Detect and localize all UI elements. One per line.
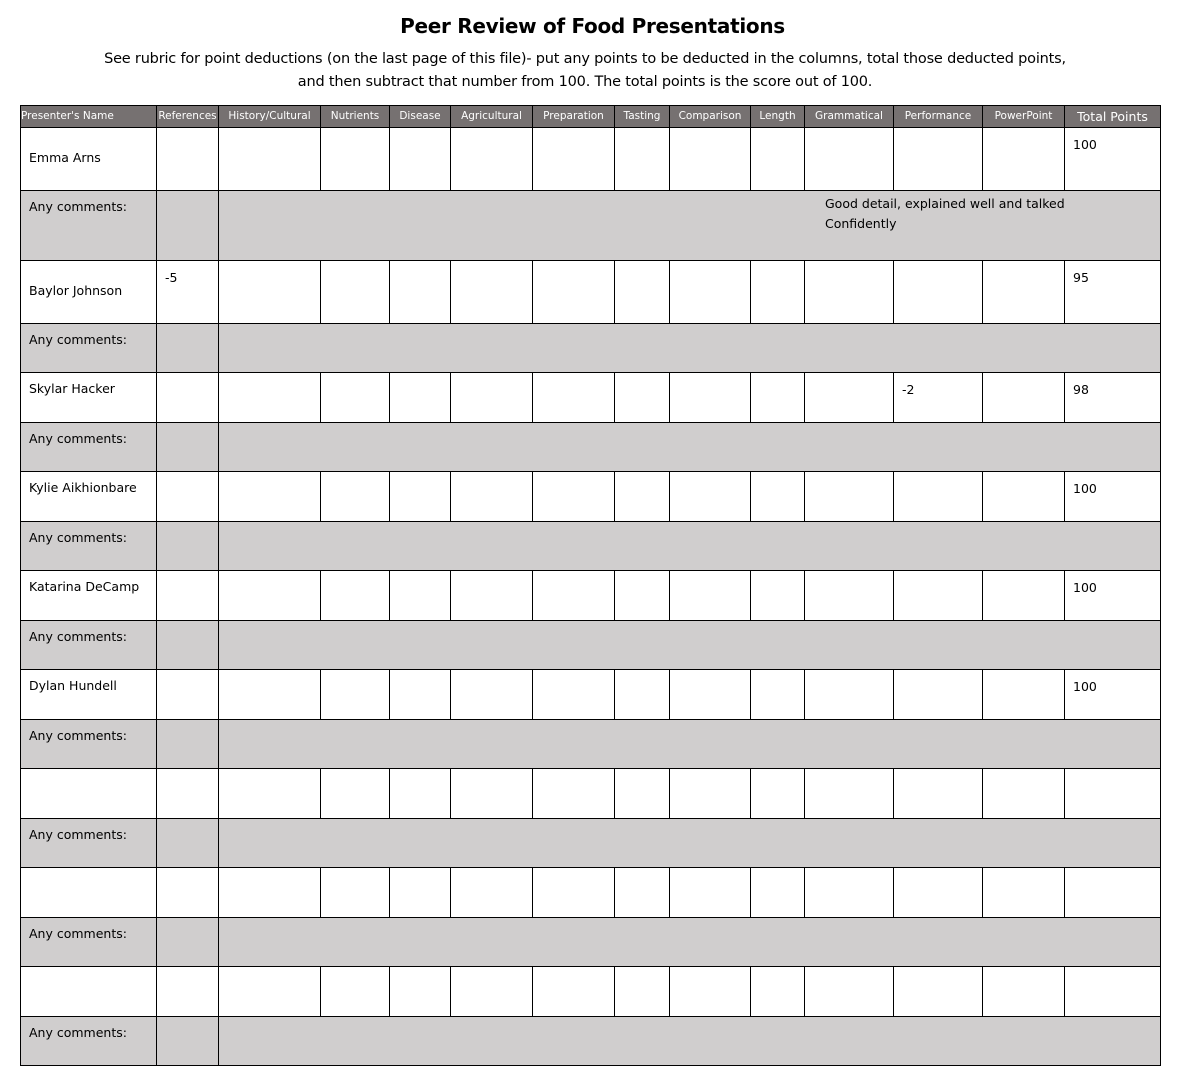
total-points-cell[interactable]: 100 — [1065, 128, 1161, 191]
column-header-history-cultural: History/Cultural — [219, 106, 321, 128]
presenter-name-cell[interactable]: Katarina DeCamp — [21, 571, 157, 621]
header-row — [21, 106, 1161, 128]
comment-label: Any comments: — [21, 1017, 157, 1066]
column-header-tasting: Tasting — [615, 106, 670, 128]
deduction-cell[interactable] — [751, 128, 805, 191]
column-header-agricultural: Agricultural — [451, 106, 533, 128]
deduction-cell[interactable] — [390, 571, 451, 621]
deduction-cell[interactable] — [219, 967, 321, 1017]
comment-text: Good detail, explained well and talked Confidently — [825, 196, 1065, 231]
comment-label: Any comments: — [21, 423, 157, 472]
deduction-cell[interactable] — [533, 769, 615, 819]
deduction-cell[interactable] — [751, 261, 805, 324]
column-header-performance: Performance — [894, 106, 983, 128]
column-header-total-points: Total Points — [1065, 106, 1161, 128]
performance-cell[interactable] — [894, 571, 983, 621]
deduction-cell[interactable] — [390, 261, 451, 324]
deduction-cell[interactable] — [615, 261, 670, 324]
comment-row — [21, 918, 1161, 967]
comment-cell[interactable] — [219, 522, 1161, 571]
deduction-cell[interactable] — [983, 967, 1065, 1017]
total-points-cell[interactable]: 100 — [1065, 472, 1161, 522]
deduction-cell[interactable] — [805, 472, 894, 522]
deduction-cell[interactable] — [983, 128, 1065, 191]
deduction-cell[interactable] — [670, 571, 751, 621]
deduction-cell[interactable] — [983, 670, 1065, 720]
deduction-cell[interactable] — [390, 128, 451, 191]
presenter-row — [21, 868, 1161, 918]
deduction-cell[interactable] — [533, 128, 615, 191]
comment-row — [21, 1017, 1161, 1066]
deduction-cell[interactable] — [805, 967, 894, 1017]
comment-row — [21, 191, 1161, 261]
comment-row — [21, 522, 1161, 571]
deduction-cell[interactable] — [390, 967, 451, 1017]
deduction-cell[interactable] — [219, 128, 321, 191]
deduction-cell[interactable] — [805, 261, 894, 324]
deduction-cell[interactable] — [983, 472, 1065, 522]
total-points-cell[interactable]: 98 — [1065, 373, 1161, 423]
performance-cell[interactable] — [894, 670, 983, 720]
performance-cell[interactable] — [894, 967, 983, 1017]
comment-spacer-cell — [157, 324, 219, 373]
deduction-cell[interactable] — [751, 373, 805, 423]
column-header-references: References — [157, 106, 219, 128]
deduction-cell[interactable] — [533, 261, 615, 324]
references-cell[interactable] — [157, 571, 219, 621]
comment-row — [21, 621, 1161, 670]
total-points-cell[interactable] — [1065, 769, 1161, 819]
presenter-name-cell[interactable]: Dylan Hundell — [21, 670, 157, 720]
presenter-row — [21, 373, 1161, 423]
deduction-cell[interactable] — [321, 670, 390, 720]
deduction-cell[interactable] — [451, 769, 533, 819]
references-cell[interactable] — [157, 868, 219, 918]
references-cell[interactable] — [157, 967, 219, 1017]
comment-spacer-cell — [157, 819, 219, 868]
deduction-cell[interactable] — [321, 769, 390, 819]
comment-label: Any comments: — [21, 819, 157, 868]
deduction-cell[interactable] — [451, 128, 533, 191]
deduction-cell[interactable] — [615, 472, 670, 522]
comment-cell[interactable] — [219, 720, 1161, 769]
comment-spacer-cell — [157, 720, 219, 769]
deduction-cell[interactable] — [533, 472, 615, 522]
deduction-cell[interactable] — [219, 571, 321, 621]
comment-cell[interactable] — [219, 819, 1161, 868]
total-points-cell[interactable] — [1065, 868, 1161, 918]
deduction-cell[interactable] — [390, 373, 451, 423]
deduction-cell[interactable] — [805, 128, 894, 191]
comment-row — [21, 324, 1161, 373]
comment-row — [21, 720, 1161, 769]
total-points-cell[interactable]: 100 — [1065, 571, 1161, 621]
peer-review-table — [20, 105, 1161, 1066]
deduction-cell[interactable] — [670, 373, 751, 423]
comment-row — [21, 423, 1161, 472]
references-cell[interactable] — [157, 472, 219, 522]
deduction-cell[interactable] — [983, 769, 1065, 819]
deduction-cell[interactable] — [983, 571, 1065, 621]
deduction-cell[interactable] — [451, 967, 533, 1017]
deduction-cell[interactable] — [805, 868, 894, 918]
column-header-length: Length — [751, 106, 805, 128]
comment-cell[interactable] — [219, 1017, 1161, 1066]
references-cell[interactable]: -5 — [157, 261, 219, 324]
deduction-cell[interactable] — [219, 868, 321, 918]
deduction-cell[interactable] — [451, 261, 533, 324]
deduction-cell[interactable] — [670, 472, 751, 522]
references-cell[interactable] — [157, 670, 219, 720]
comment-spacer-cell — [157, 423, 219, 472]
deduction-cell[interactable] — [451, 472, 533, 522]
deduction-cell[interactable] — [615, 967, 670, 1017]
deduction-cell[interactable] — [615, 373, 670, 423]
deduction-cell[interactable] — [670, 868, 751, 918]
column-header-preparation: Preparation — [533, 106, 615, 128]
column-header-disease: Disease — [390, 106, 451, 128]
deduction-cell[interactable] — [533, 670, 615, 720]
page-title: Peer Review of Food Presentations — [400, 14, 785, 38]
presenter-name-cell[interactable] — [21, 868, 157, 918]
deduction-cell[interactable] — [533, 373, 615, 423]
total-points-cell[interactable]: 100 — [1065, 670, 1161, 720]
comment-cell[interactable] — [219, 191, 1161, 261]
deduction-cell[interactable] — [390, 472, 451, 522]
comment-spacer-cell — [157, 918, 219, 967]
column-header-comparison: Comparison — [670, 106, 751, 128]
deduction-cell[interactable] — [390, 670, 451, 720]
comment-cell[interactable] — [219, 423, 1161, 472]
instructions-text: See rubric for point deductions (on the last page of this file)- put any points to be deducted in the columns, total those deducted points, and then subtract that number from 100. The total points is the score out of 100. — [104, 51, 1066, 90]
deduction-cell[interactable] — [751, 868, 805, 918]
deduction-cell[interactable] — [983, 373, 1065, 423]
comment-cell[interactable] — [219, 918, 1161, 967]
presenter-name-cell[interactable] — [21, 967, 157, 1017]
presenter-row — [21, 571, 1161, 621]
table-body — [21, 128, 1161, 1066]
deduction-cell[interactable] — [321, 868, 390, 918]
deduction-cell[interactable] — [751, 967, 805, 1017]
presenter-name-cell[interactable]: Kylie Aikhionbare — [21, 472, 157, 522]
deduction-cell[interactable] — [615, 128, 670, 191]
performance-cell[interactable] — [894, 868, 983, 918]
presenter-row — [21, 261, 1161, 324]
deduction-cell[interactable] — [670, 967, 751, 1017]
deduction-cell[interactable] — [751, 571, 805, 621]
comment-spacer-cell — [157, 621, 219, 670]
column-header-powerpoint: PowerPoint — [983, 106, 1065, 128]
total-points-cell[interactable]: 95 — [1065, 261, 1161, 324]
deduction-cell[interactable] — [615, 670, 670, 720]
deduction-cell[interactable] — [615, 769, 670, 819]
presenter-name-cell[interactable]: Skylar Hacker — [21, 373, 157, 423]
comment-label: Any comments: — [21, 191, 157, 261]
deduction-cell[interactable] — [983, 868, 1065, 918]
references-cell[interactable] — [157, 128, 219, 191]
deduction-cell[interactable] — [670, 670, 751, 720]
references-cell[interactable] — [157, 769, 219, 819]
deduction-cell[interactable] — [321, 967, 390, 1017]
deduction-cell[interactable] — [219, 769, 321, 819]
deduction-cell[interactable] — [321, 373, 390, 423]
deduction-cell[interactable] — [321, 261, 390, 324]
column-header-nutrients: Nutrients — [321, 106, 390, 128]
performance-cell[interactable] — [894, 261, 983, 324]
deduction-cell[interactable] — [321, 571, 390, 621]
comment-label: Any comments: — [21, 522, 157, 571]
deduction-cell[interactable] — [219, 670, 321, 720]
deduction-cell[interactable] — [219, 472, 321, 522]
deduction-cell[interactable] — [219, 261, 321, 324]
column-header-grammatical: Grammatical — [805, 106, 894, 128]
deduction-cell[interactable] — [670, 769, 751, 819]
presenter-name-cell[interactable]: Baylor Johnson — [21, 261, 157, 324]
deduction-cell[interactable] — [670, 128, 751, 191]
presenter-name-cell[interactable] — [21, 769, 157, 819]
presenter-row — [21, 128, 1161, 191]
comment-label: Any comments: — [21, 918, 157, 967]
comment-label: Any comments: — [21, 324, 157, 373]
deduction-cell[interactable] — [751, 472, 805, 522]
comment-spacer-cell — [157, 522, 219, 571]
comment-spacer-cell — [157, 191, 219, 261]
deduction-cell[interactable] — [533, 571, 615, 621]
deduction-cell[interactable] — [615, 868, 670, 918]
deduction-cell[interactable] — [219, 373, 321, 423]
deduction-cell[interactable] — [805, 571, 894, 621]
comment-spacer-cell — [157, 1017, 219, 1066]
presenter-row — [21, 472, 1161, 522]
comment-label: Any comments: — [21, 720, 157, 769]
deduction-cell[interactable] — [983, 261, 1065, 324]
deduction-cell[interactable] — [805, 373, 894, 423]
presenter-row — [21, 769, 1161, 819]
deduction-cell[interactable] — [751, 670, 805, 720]
comment-cell[interactable] — [219, 621, 1161, 670]
deduction-cell[interactable] — [390, 868, 451, 918]
deduction-cell[interactable] — [751, 769, 805, 819]
deduction-cell[interactable] — [533, 967, 615, 1017]
comment-label: Any comments: — [21, 621, 157, 670]
performance-cell[interactable] — [894, 769, 983, 819]
deduction-cell[interactable] — [321, 128, 390, 191]
deduction-cell[interactable] — [451, 571, 533, 621]
presenter-row — [21, 670, 1161, 720]
deduction-cell[interactable] — [533, 868, 615, 918]
deduction-cell[interactable] — [615, 571, 670, 621]
comment-row — [21, 819, 1161, 868]
performance-cell[interactable] — [894, 472, 983, 522]
deduction-cell[interactable] — [805, 670, 894, 720]
references-cell[interactable] — [157, 373, 219, 423]
comment-cell[interactable] — [219, 324, 1161, 373]
total-points-cell[interactable] — [1065, 967, 1161, 1017]
deduction-cell[interactable] — [451, 868, 533, 918]
presenter-name-cell[interactable]: Emma Arns — [21, 128, 157, 191]
deduction-cell[interactable] — [805, 769, 894, 819]
deduction-cell[interactable] — [670, 261, 751, 324]
deduction-cell[interactable] — [451, 373, 533, 423]
performance-cell[interactable] — [894, 128, 983, 191]
performance-cell[interactable]: -2 — [894, 373, 983, 423]
deduction-cell[interactable] — [390, 769, 451, 819]
deduction-cell[interactable] — [321, 472, 390, 522]
deduction-cell[interactable] — [451, 670, 533, 720]
column-header-presenters-name: Presenter's Name — [21, 106, 157, 128]
presenter-row — [21, 967, 1161, 1017]
